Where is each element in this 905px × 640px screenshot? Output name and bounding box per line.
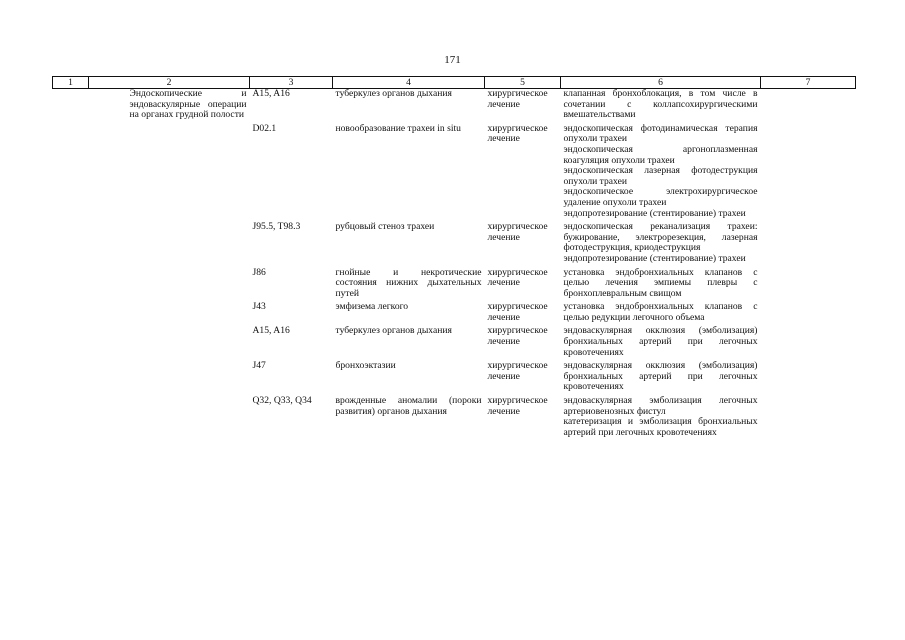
group-cell — [89, 124, 250, 219]
methods-cell — [561, 302, 761, 323]
group-cell — [89, 89, 250, 121]
header-row — [53, 77, 856, 89]
header-col-3: 3 — [250, 77, 333, 89]
header-col-2: 2 — [89, 77, 250, 89]
treatment-type-cell — [485, 396, 561, 438]
treatment-type-cell-text: хирургическое лечение — [487, 221, 548, 243]
condition-cell-text: гнойные и некротические состояния нижних дыхательных путей — [335, 266, 482, 299]
group-cell — [89, 268, 250, 300]
col-7-cell — [761, 124, 856, 219]
method-item: эндоскопическая фотодинамическая терапия опухоли трахеи — [563, 122, 758, 145]
codes-cell — [250, 396, 333, 438]
methods-cell — [561, 124, 761, 219]
method-item: установка эндобронхиальных клапанов с целью лечения эмпиемы плевры с бронхоплевральным свищом — [563, 266, 758, 299]
codes-cell — [250, 222, 333, 264]
group-cell — [89, 326, 250, 358]
method-item: эндопротезирование (стентирование) трахеи — [563, 252, 746, 264]
condition-cell — [333, 268, 485, 300]
col-1-cell — [53, 89, 89, 121]
col-7-cell — [761, 326, 856, 358]
col-7-cell — [761, 268, 856, 300]
method-item: эндоскопическая аргоноплазменная коагуляция опухоли трахеи — [563, 143, 758, 166]
table-row — [53, 268, 856, 300]
treatment-type-cell — [485, 124, 561, 219]
col-7-cell — [761, 396, 856, 438]
header-col-1: 1 — [53, 77, 89, 89]
condition-cell — [333, 124, 485, 219]
table-row — [53, 361, 856, 393]
col-7-cell — [761, 89, 856, 121]
treatment-type-cell-text: хирургическое лечение — [487, 122, 548, 145]
condition-cell — [333, 222, 485, 264]
col-1-cell — [53, 396, 89, 438]
table-row — [53, 124, 856, 219]
condition-cell-text: туберкулез органов дыхания — [335, 88, 452, 99]
method-item: эндоваскулярная эмболизация легочных артериовенозных фистул — [563, 395, 758, 417]
codes-cell — [250, 268, 333, 300]
table-row — [53, 396, 856, 438]
codes-cell — [250, 302, 333, 323]
treatment-type-cell — [485, 326, 561, 358]
procedures-table — [52, 76, 856, 438]
group-cell — [89, 396, 250, 438]
condition-cell — [333, 302, 485, 323]
treatment-type-cell — [485, 268, 561, 300]
condition-cell-text: туберкулез органов дыхания — [335, 325, 452, 337]
codes-cell — [250, 326, 333, 358]
methods-cell — [561, 89, 761, 121]
treatment-type-cell — [485, 222, 561, 264]
col-1-cell — [53, 268, 89, 300]
condition-cell-text: рубцовый стеноз трахеи — [335, 221, 435, 233]
treatment-type-cell — [485, 89, 561, 121]
col-7-cell — [761, 361, 856, 393]
group-cell — [89, 302, 250, 323]
treatment-type-cell-text: хирургическое лечение — [487, 266, 548, 289]
table-row — [53, 222, 856, 264]
col-1-cell — [53, 326, 89, 358]
codes-cell-text: J47 — [252, 360, 266, 372]
col-7-cell — [761, 222, 856, 264]
col-1-cell — [53, 124, 89, 219]
codes-cell — [250, 124, 333, 219]
codes-cell-text: J86 — [252, 266, 266, 278]
method-item: эндоваскулярная окклюзия (эмболизация) бронхиальных артерий при легочных кровотечениях — [563, 325, 758, 358]
treatment-type-cell-text: хирургическое лечение — [487, 325, 548, 348]
codes-cell-text: J43 — [252, 301, 266, 313]
group-cell — [89, 222, 250, 264]
methods-cell — [561, 326, 761, 358]
methods-cell — [561, 361, 761, 393]
table-row — [53, 326, 856, 358]
col-1-cell — [53, 361, 89, 393]
header-col-5: 5 — [485, 77, 561, 89]
condition-cell — [333, 326, 485, 358]
treatment-type-cell-text: хирургическое лечение — [487, 88, 548, 110]
codes-cell — [250, 361, 333, 393]
methods-cell — [561, 268, 761, 300]
condition-cell-text: новообразование трахеи in situ — [335, 122, 461, 134]
codes-cell-text: A15, A16 — [252, 325, 290, 337]
codes-cell-text: A15, A16 — [252, 88, 290, 99]
method-item: установка эндобронхиальных клапанов с целью редукции легочного объема — [563, 301, 758, 323]
page-number: 171 — [444, 54, 461, 66]
col-1-cell — [53, 222, 89, 264]
method-item: эндоскопическое электрохирургическое удаление опухоли трахеи — [563, 186, 758, 208]
treatment-type-cell — [485, 361, 561, 393]
treatment-type-cell — [485, 302, 561, 323]
condition-cell-text: бронхоэктазии — [335, 360, 396, 372]
treatment-type-cell-text: хирургическое лечение — [487, 395, 548, 417]
method-item: катетеризация и эмболизация бронхиальных артерий при легочных кровотечениях — [563, 416, 758, 438]
method-item: эндопротезирование (стентирование) трахеи — [563, 207, 746, 219]
codes-cell-text: Q32, Q33, Q34 — [252, 395, 312, 407]
table-row — [53, 89, 856, 121]
treatment-type-cell-text: хирургическое лечение — [487, 360, 548, 382]
group-cell-text: Эндоскопические и эндоваскулярные операции на органах грудной полости — [129, 88, 247, 121]
header-col-4: 4 — [333, 77, 485, 89]
codes-cell — [250, 89, 333, 121]
method-item: эндоскопическая реканализация трахеи: бужирование, электрорезекция, лазерная фотодеструкция, криодеструкция — [563, 221, 758, 254]
condition-cell-text: врожденные аномалии (пороки развития) органов дыхания — [335, 395, 482, 417]
method-item: эндоскопическая лазерная фотодеструкция опухоли трахеи — [563, 165, 758, 187]
codes-cell-text: J95.5, T98.3 — [252, 221, 301, 233]
methods-cell — [561, 222, 761, 264]
header-col-6: 6 — [561, 77, 761, 89]
condition-cell — [333, 89, 485, 121]
treatment-type-cell-text: хирургическое лечение — [487, 301, 548, 323]
table-row — [53, 302, 856, 323]
method-item: клапанная бронхоблокация, в том числе в сочетании с коллапсохирургическими вмешательствами — [563, 88, 758, 121]
col-7-cell — [761, 302, 856, 323]
condition-cell-text: эмфизема легкого — [335, 301, 409, 313]
group-cell — [89, 361, 250, 393]
condition-cell — [333, 361, 485, 393]
codes-cell-text: D02.1 — [252, 122, 277, 134]
methods-cell — [561, 396, 761, 438]
condition-cell — [333, 396, 485, 438]
method-item: эндоваскулярная окклюзия (эмболизация) бронхиальных артерий при легочных кровотечениях — [563, 360, 758, 393]
col-1-cell — [53, 302, 89, 323]
header-col-7: 7 — [761, 77, 856, 89]
